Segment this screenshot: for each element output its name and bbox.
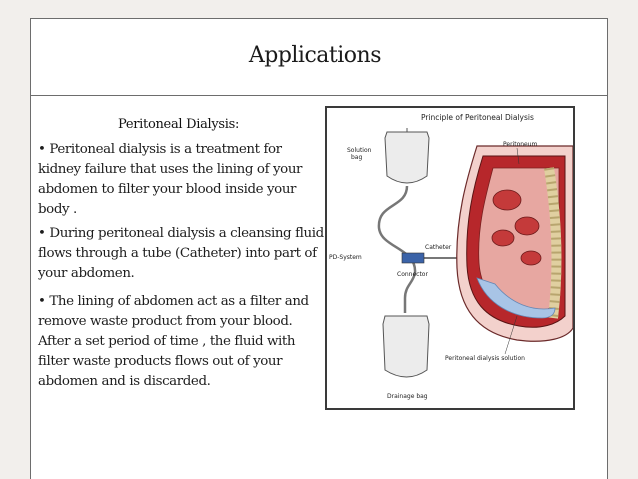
title-box <box>30 18 608 96</box>
paragraph-2: • During peritoneal dialysis a cleansing fluid flows through a tube (Catheter) into part of your abdomen. <box>38 226 324 281</box>
label-pd-system: PD-System <box>329 254 362 261</box>
label-catheter: Catheter <box>425 244 452 251</box>
label-bag: bag <box>351 154 363 161</box>
label-pd-solution: Peritoneal dialysis solution <box>445 355 525 362</box>
label-solution: Solution <box>347 147 372 154</box>
slide-title: Applications <box>248 43 381 68</box>
paragraph-3: • The lining of abdomen act as a filter and remove waste product from your blood. After a set period of time , the fluid with filter waste products flows out of your abdomen and is discarded. <box>38 294 309 389</box>
connector <box>402 253 424 263</box>
label-drainage-bag: Drainage bag <box>387 393 428 400</box>
diagram-illustration <box>327 108 573 408</box>
subheading: Peritoneal Dialysis: <box>118 117 240 132</box>
label-peritoneum: Peritoneum <box>503 141 538 148</box>
diagram-title: Principle of Peritoneal Dialysis <box>421 113 534 122</box>
label-connector: Connector <box>397 271 428 278</box>
solution-bag <box>385 132 429 183</box>
tubing <box>379 186 415 313</box>
drainage-bag <box>383 316 429 377</box>
peritoneal-dialysis-diagram <box>325 106 575 410</box>
paragraph-1: • Peritoneal dialysis is a treatment for kidney failure that uses the lining of your abdomen to filter your blood inside your body . <box>38 142 303 217</box>
